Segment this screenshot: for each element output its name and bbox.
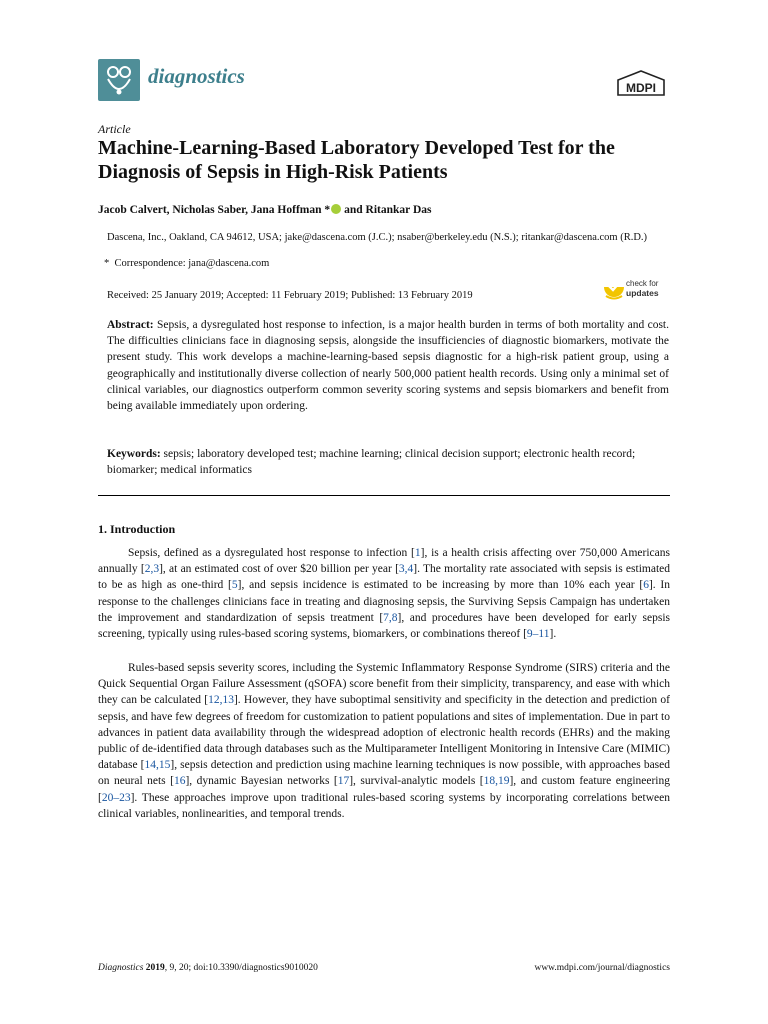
journal-name: diagnostics: [148, 64, 245, 88]
citation-link[interactable]: 1: [414, 547, 421, 559]
keywords: [107, 446, 669, 478]
footer-doi: , 9, 20; doi:10.3390/diagnostics9010020: [164, 963, 318, 973]
article-type: Article: [98, 122, 131, 136]
text-run: ], and sepsis incidence is estimated to be increasing by more than 10% each year [: [237, 579, 644, 592]
citation-link[interactable]: 14,15: [144, 759, 171, 772]
citation-link[interactable]: 2,3: [144, 563, 160, 576]
correspondence-star: *: [104, 258, 110, 269]
citation-link[interactable]: 18,19: [483, 775, 510, 788]
citation-link[interactable]: 5: [231, 579, 238, 592]
text-run: Rules-based sepsis severity scores, including the Systemic Inflammatory Response Syndrome (SIRS) criteria and the Quick Sequential Organ Failure Assessment (qSOFA) score benefit from their simplicity, transparency, and ease with which they can be calculated [: [98, 662, 670, 707]
publication-dates: Received: 25 January 2019; Accepted: 11 February 2019; Published: 13 February 2019: [107, 290, 473, 301]
publisher-logo: [612, 68, 670, 98]
authors-part-2: and Ritankar Das: [344, 204, 432, 216]
text-run: ]. In response to the challenges clinicians face in treating and diagnosing sepsis, the Surviving Sepsis Campaign has undertaken the improvement and standardization of sepsis treatment [: [98, 579, 671, 624]
citation-link[interactable]: 20–23: [101, 791, 131, 804]
citation-link[interactable]: 3,4: [398, 563, 414, 576]
text-run: Sepsis, defined as a dysregulated host response to infection [: [128, 547, 415, 559]
footer-year: 2019: [145, 963, 165, 973]
authors-part-1: Jacob Calvert, Nicholas Saber, Jana Hoffman *: [98, 204, 331, 216]
section-heading: 1. Introduction: [98, 522, 176, 536]
orcid-icon[interactable]: [331, 204, 341, 214]
footer-citation: [98, 963, 318, 973]
text-run: ], sepsis detection and prediction using machine learning techniques is now possible, with approaches based on neural nets [: [98, 759, 671, 788]
paragraph-2: [98, 660, 670, 822]
section-divider: [98, 495, 670, 496]
check-updates-icon: [602, 279, 626, 303]
text-run: ], at an estimated cost of over $20 billion per year [: [159, 563, 399, 576]
abstract-text: Sepsis, a dysregulated host response to infection, is a major health burden in terms of both mortality and cost. The difficulties clinicians face in diagnosing sepsis, alongside the insufficiencies of diagnostic biomarkers, motivate the present study. This work develops a machine-learning-based sepsis diagnostic for a high-risk patient group, using a geographically and institutionally diverse collection of nearly 500,000 patient health records. Using only a minimal set of clinical variables, our diagnostics outperform common severity scoring systems and sepsis biomarkers and benefit from being available immediately upon ordering.: [107, 319, 669, 413]
keywords-label: Keywords:: [107, 448, 161, 460]
abstract-label: Abstract:: [107, 319, 154, 331]
footer-journal: Diagnostics: [98, 963, 144, 973]
citation-link[interactable]: 16: [173, 775, 186, 788]
journal-logo: [98, 59, 140, 101]
check-updates-line-1: check for: [626, 279, 659, 288]
stethoscope-icon: [98, 59, 140, 101]
paragraph-1: [98, 545, 670, 642]
text-run: ]. These approaches improve upon traditional rules-based scoring systems by incorporating correlations between clinical variables, nonlinearities, and temporal trends.: [98, 791, 670, 820]
text-run: ], dynamic Bayesian networks [: [185, 775, 338, 788]
abstract: [107, 317, 669, 414]
citation-link[interactable]: 17: [337, 775, 350, 788]
text-run: ]. However, they have suboptimal sensitivity and specificity in the detection and prediction of sepsis, and have few degrees of freedom for customization to patient populations and sites of implementation. Due in part to advances in patient data availability through the widespread adoption of electronic health records (EHRs) and the making public of de-identified data through databases such as the Multiparameter Intelligent Monitoring in Intensive Care (MIMIC) database [: [98, 694, 670, 772]
check-updates-label[interactable]: [626, 280, 659, 297]
citation-link[interactable]: 9–11: [526, 628, 550, 641]
author-list: [98, 204, 431, 216]
text-run: ], and custom feature engineering [: [98, 775, 671, 804]
footer-url[interactable]: www.mdpi.com/journal/diagnostics: [534, 963, 670, 973]
text-run: ], is a health crisis affecting over 750,000 Americans annually [: [98, 547, 670, 576]
text-run: ], and procedures have been developed for early sepsis screening, typically using rules-based scoring systems, biomarkers, or combinations thereof [: [98, 611, 670, 641]
correspondence-email: Correspondence: jana@dascena.com: [114, 258, 270, 269]
text-run: ].: [549, 628, 557, 641]
check-updates-line-2: updates: [626, 287, 659, 298]
citation-link[interactable]: 6: [643, 579, 649, 592]
correspondence: [104, 258, 269, 269]
affiliation: Dascena, Inc., Oakland, CA 94612, USA; jake@dascena.com (J.C.); nsaber@berkeley.edu (N.S.); ritankar@dascena.com (R.D.): [107, 232, 648, 243]
publisher-name: MDPI: [626, 81, 656, 95]
article-title: Machine-Learning-Based Laboratory Developed Test for the Diagnosis of Sepsis in High-Risk Patients: [98, 137, 615, 183]
keywords-text: sepsis; laboratory developed test; machine learning; clinical decision support; electronic health record; biomarker; medical informatics: [107, 448, 636, 477]
text-run: ], survival-analytic models [: [349, 775, 484, 788]
text-run: ]. The mortality rate associated with sepsis is estimated to be as high as one-third [: [98, 563, 670, 592]
citation-link[interactable]: 12,13: [208, 694, 234, 707]
citation-link[interactable]: 7,8: [383, 611, 398, 624]
